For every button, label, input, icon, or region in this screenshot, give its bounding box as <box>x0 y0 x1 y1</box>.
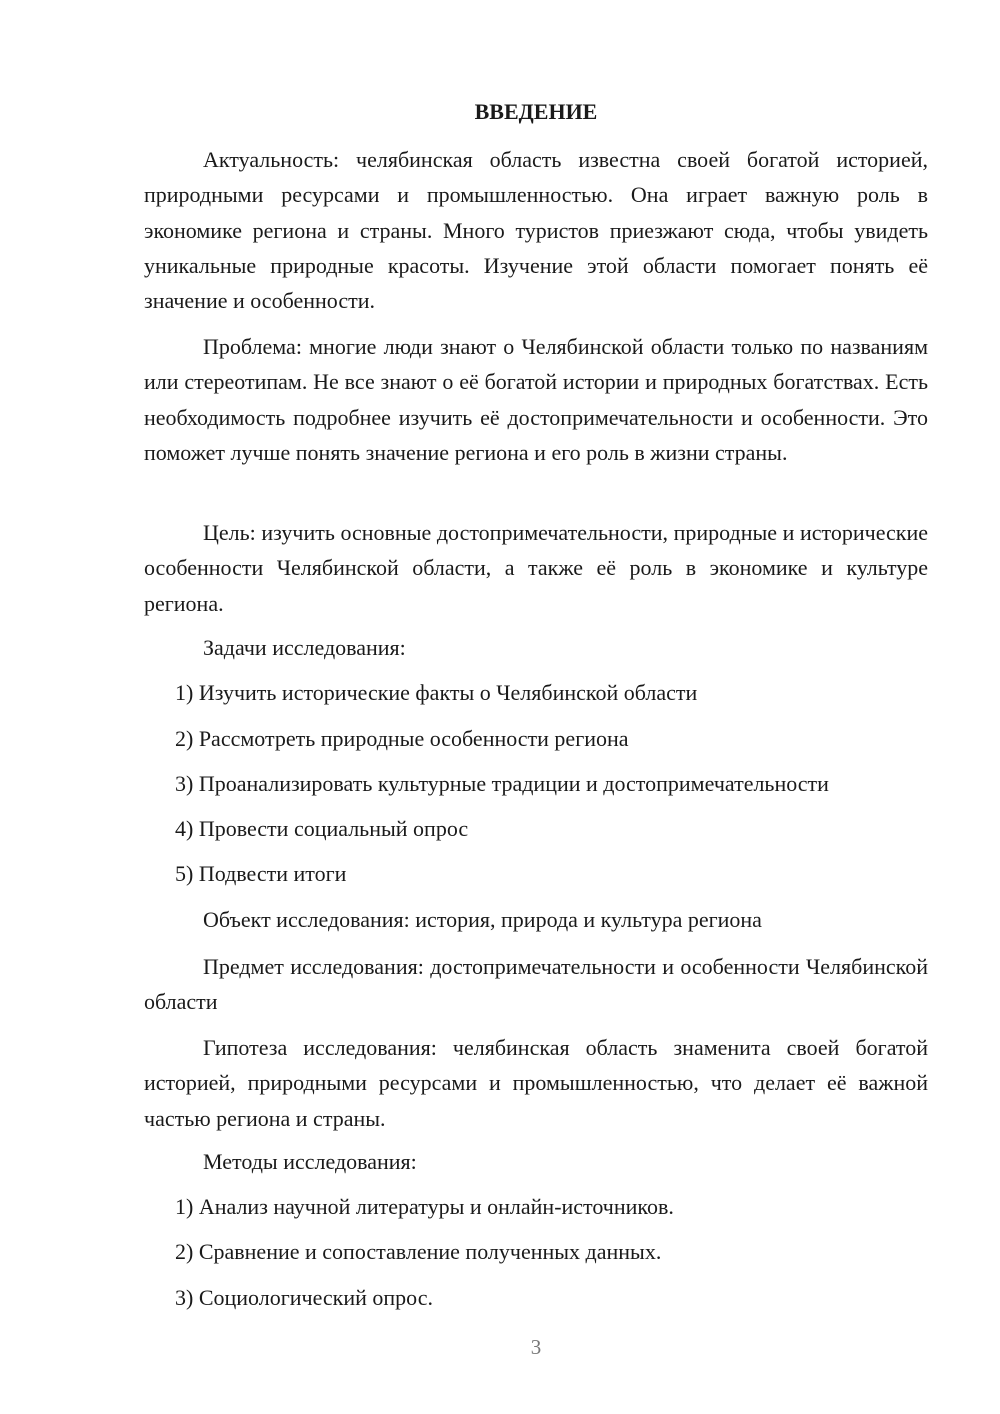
hypothesis-paragraph: Гипотеза исследования: челябинская область знаменита своей богатой историей, природными ресурсами и промышленностью, что делает её важной частью региона и страны. <box>144 1035 928 1131</box>
task-item: 3) Проанализировать культурные традиции и достопримечательности <box>175 771 829 796</box>
task-item: 5) Подвести итоги <box>175 861 347 886</box>
relevance-paragraph: Актуальность: челябинская область известна своей богатой историей, природными ресурсами и промышленностью. Она играет важную роль в экономике региона и страны. Много туристов приезжают сюда, чтобы увидеть уникальные природные красоты. Изучение этой области помогает понять её значение и особенности. <box>144 147 928 314</box>
method-item: 2) Сравнение и сопоставление полученных данных. <box>175 1239 662 1264</box>
research-object: Объект исследования: история, природа и культура региона <box>203 907 762 932</box>
method-item: 1) Анализ научной литературы и онлайн-источников. <box>175 1194 674 1219</box>
task-item: 4) Провести социальный опрос <box>175 816 469 841</box>
tasks-heading: Задачи исследования: <box>203 635 406 660</box>
problem-paragraph: Проблема: многие люди знают о Челябинской области только по названиям или стереотипам. Не все знают о её богатой истории и природных богатствах. Есть необходимость подробнее изучить её достопримечательности и особенности. Это поможет лучше понять значение региона и его роль в жизни страны. <box>144 334 928 465</box>
research-subject-paragraph: Предмет исследования: достопримечательности и особенности Челябинской области <box>144 954 928 1015</box>
document-page <box>144 0 928 1414</box>
methods-heading: Методы исследования: <box>203 1149 417 1174</box>
task-item: 2) Рассмотреть природные особенности региона <box>175 726 629 751</box>
goal-paragraph: Цель: изучить основные достопримечательности, природные и исторические особенности Челябинской области, а также её роль в экономике и культуре региона. <box>144 520 928 616</box>
page-number: 3 <box>530 1335 542 1359</box>
task-item: 1) Изучить исторические факты о Челябинской области <box>175 680 698 705</box>
method-item: 3) Социологический опрос. <box>175 1285 433 1310</box>
page-title: ВВЕДЕНИЕ <box>474 99 598 124</box>
